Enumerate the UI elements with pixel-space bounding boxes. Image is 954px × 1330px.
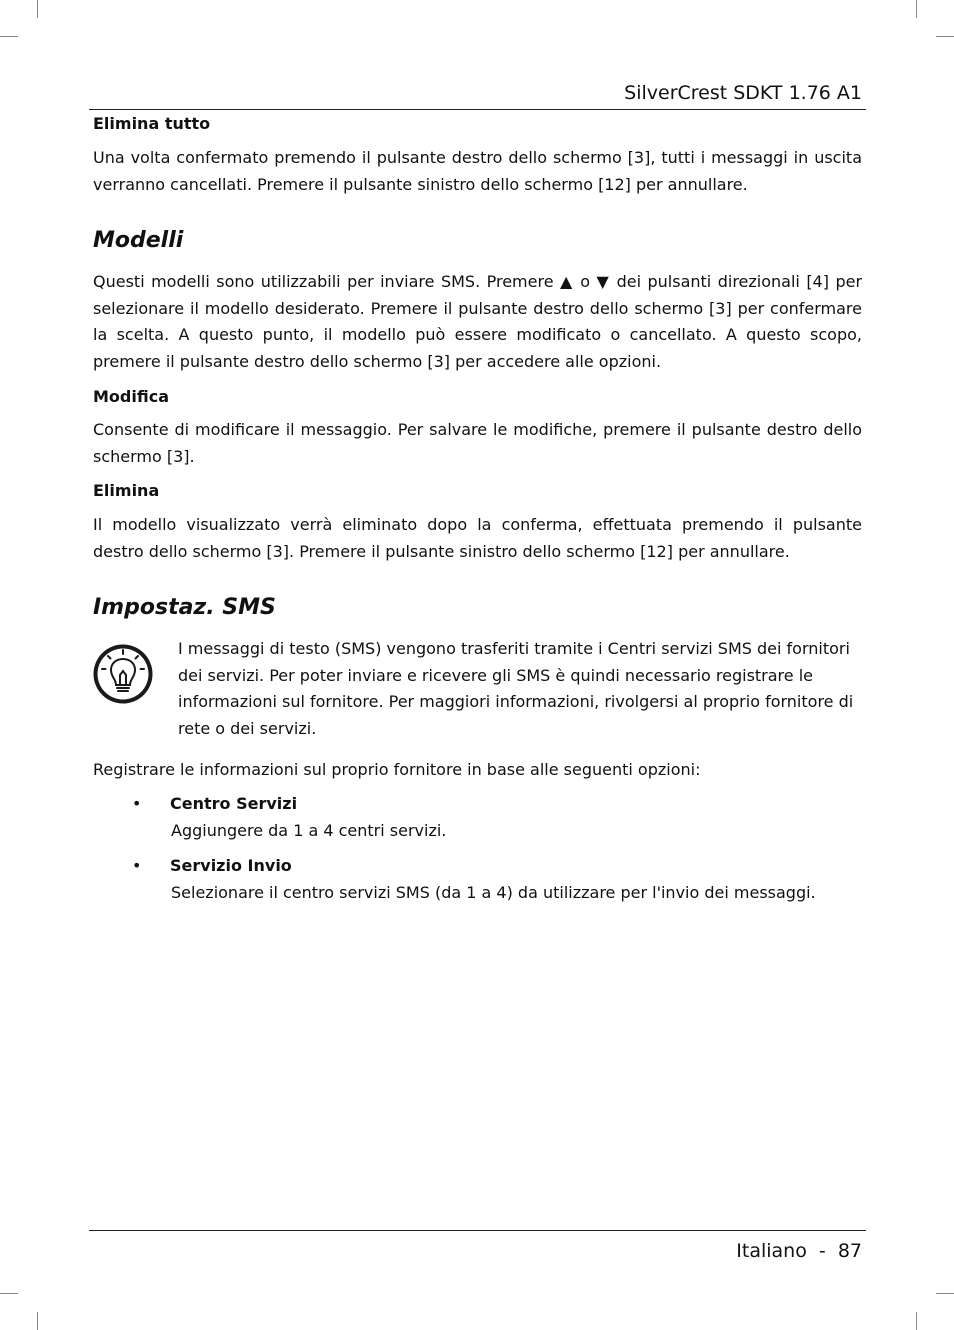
templates-heading: Modelli bbox=[93, 228, 184, 253]
page-footer bbox=[736, 1238, 862, 1264]
send-service-title: Servizio Invio bbox=[170, 856, 292, 875]
sms-options-intro: Registrare le informazioni sul proprio fornitore in base alle seguenti opzioni: bbox=[93, 760, 701, 779]
header-rule bbox=[89, 109, 866, 110]
page-number: 87 bbox=[837, 1240, 862, 1262]
delete-text: Il modello visualizzato verrà eliminato dopo la conferma, effettuata premendo il pulsante destro dello schermo [3]. Premere il pulsante sinistro dello schermo [12] per annullare. bbox=[93, 515, 862, 561]
footer-language: Italiano bbox=[736, 1240, 807, 1262]
crop-mark bbox=[0, 1293, 18, 1294]
delete-all-text: Una volta confermato premendo il pulsante destro dello schermo [3], tutti i messaggi in uscita verranno cancellati. Premere il pulsante sinistro dello schermo [12] per annullare. bbox=[93, 148, 862, 194]
delete-all-heading: Elimina tutto bbox=[93, 114, 211, 133]
document-header-title: SilverCrest SDKT 1.76 A1 bbox=[624, 82, 862, 104]
arrow-up-icon: ▲ bbox=[560, 272, 574, 291]
bullet-icon: • bbox=[132, 794, 142, 813]
bullet-icon: • bbox=[132, 856, 142, 875]
service-center-desc: Aggiungere da 1 a 4 centri servizi. bbox=[171, 821, 447, 840]
footer-rule bbox=[89, 1230, 866, 1231]
crop-mark bbox=[916, 1312, 917, 1330]
templates-intro-start: Questi modelli sono utilizzabili per inviare SMS. Premere bbox=[93, 272, 554, 291]
crop-mark bbox=[37, 0, 38, 18]
lightbulb-icon bbox=[92, 643, 154, 705]
templates-intro-end: dei pulsanti direzionali [4] per selezionare il modello desiderato. Premere il pulsante destro dello schermo [3] per confermare la scelta. A questo punto, il modello può essere modificato o cancellato. A questo scopo, premere il pulsante destro dello schermo [3] per accedere alle opzioni. bbox=[93, 272, 863, 371]
delete-heading: Elimina bbox=[93, 481, 160, 500]
templates-intro bbox=[93, 269, 862, 375]
crop-mark bbox=[37, 1312, 38, 1330]
footer-separator: - bbox=[818, 1240, 826, 1262]
crop-mark bbox=[936, 1293, 954, 1294]
service-center-title: Centro Servizi bbox=[170, 794, 298, 813]
crop-mark bbox=[936, 36, 954, 37]
edit-heading: Modifica bbox=[93, 387, 169, 406]
crop-mark bbox=[916, 0, 917, 18]
crop-mark bbox=[0, 36, 18, 37]
edit-text: Consente di modificare il messaggio. Per salvare le modifiche, premere il pulsante destro dello schermo [3]. bbox=[93, 420, 862, 466]
arrow-or-text: o bbox=[580, 272, 590, 291]
sms-settings-heading: Impostaz. SMS bbox=[93, 595, 276, 620]
sms-note-text: I messaggi di testo (SMS) vengono trasferiti tramite i Centri servizi SMS dei fornitori dei servizi. Per poter inviare e ricevere gli SMS è quindi necessario registrare le informazioni sul fornitore. Per maggiori informazioni, rivolgersi al proprio fornitore di rete o dei servizi. bbox=[178, 639, 854, 738]
arrow-down-icon: ▼ bbox=[596, 272, 611, 291]
send-service-desc: Selezionare il centro servizi SMS (da 1 a 4) da utilizzare per l'invio dei messaggi. bbox=[171, 883, 816, 902]
